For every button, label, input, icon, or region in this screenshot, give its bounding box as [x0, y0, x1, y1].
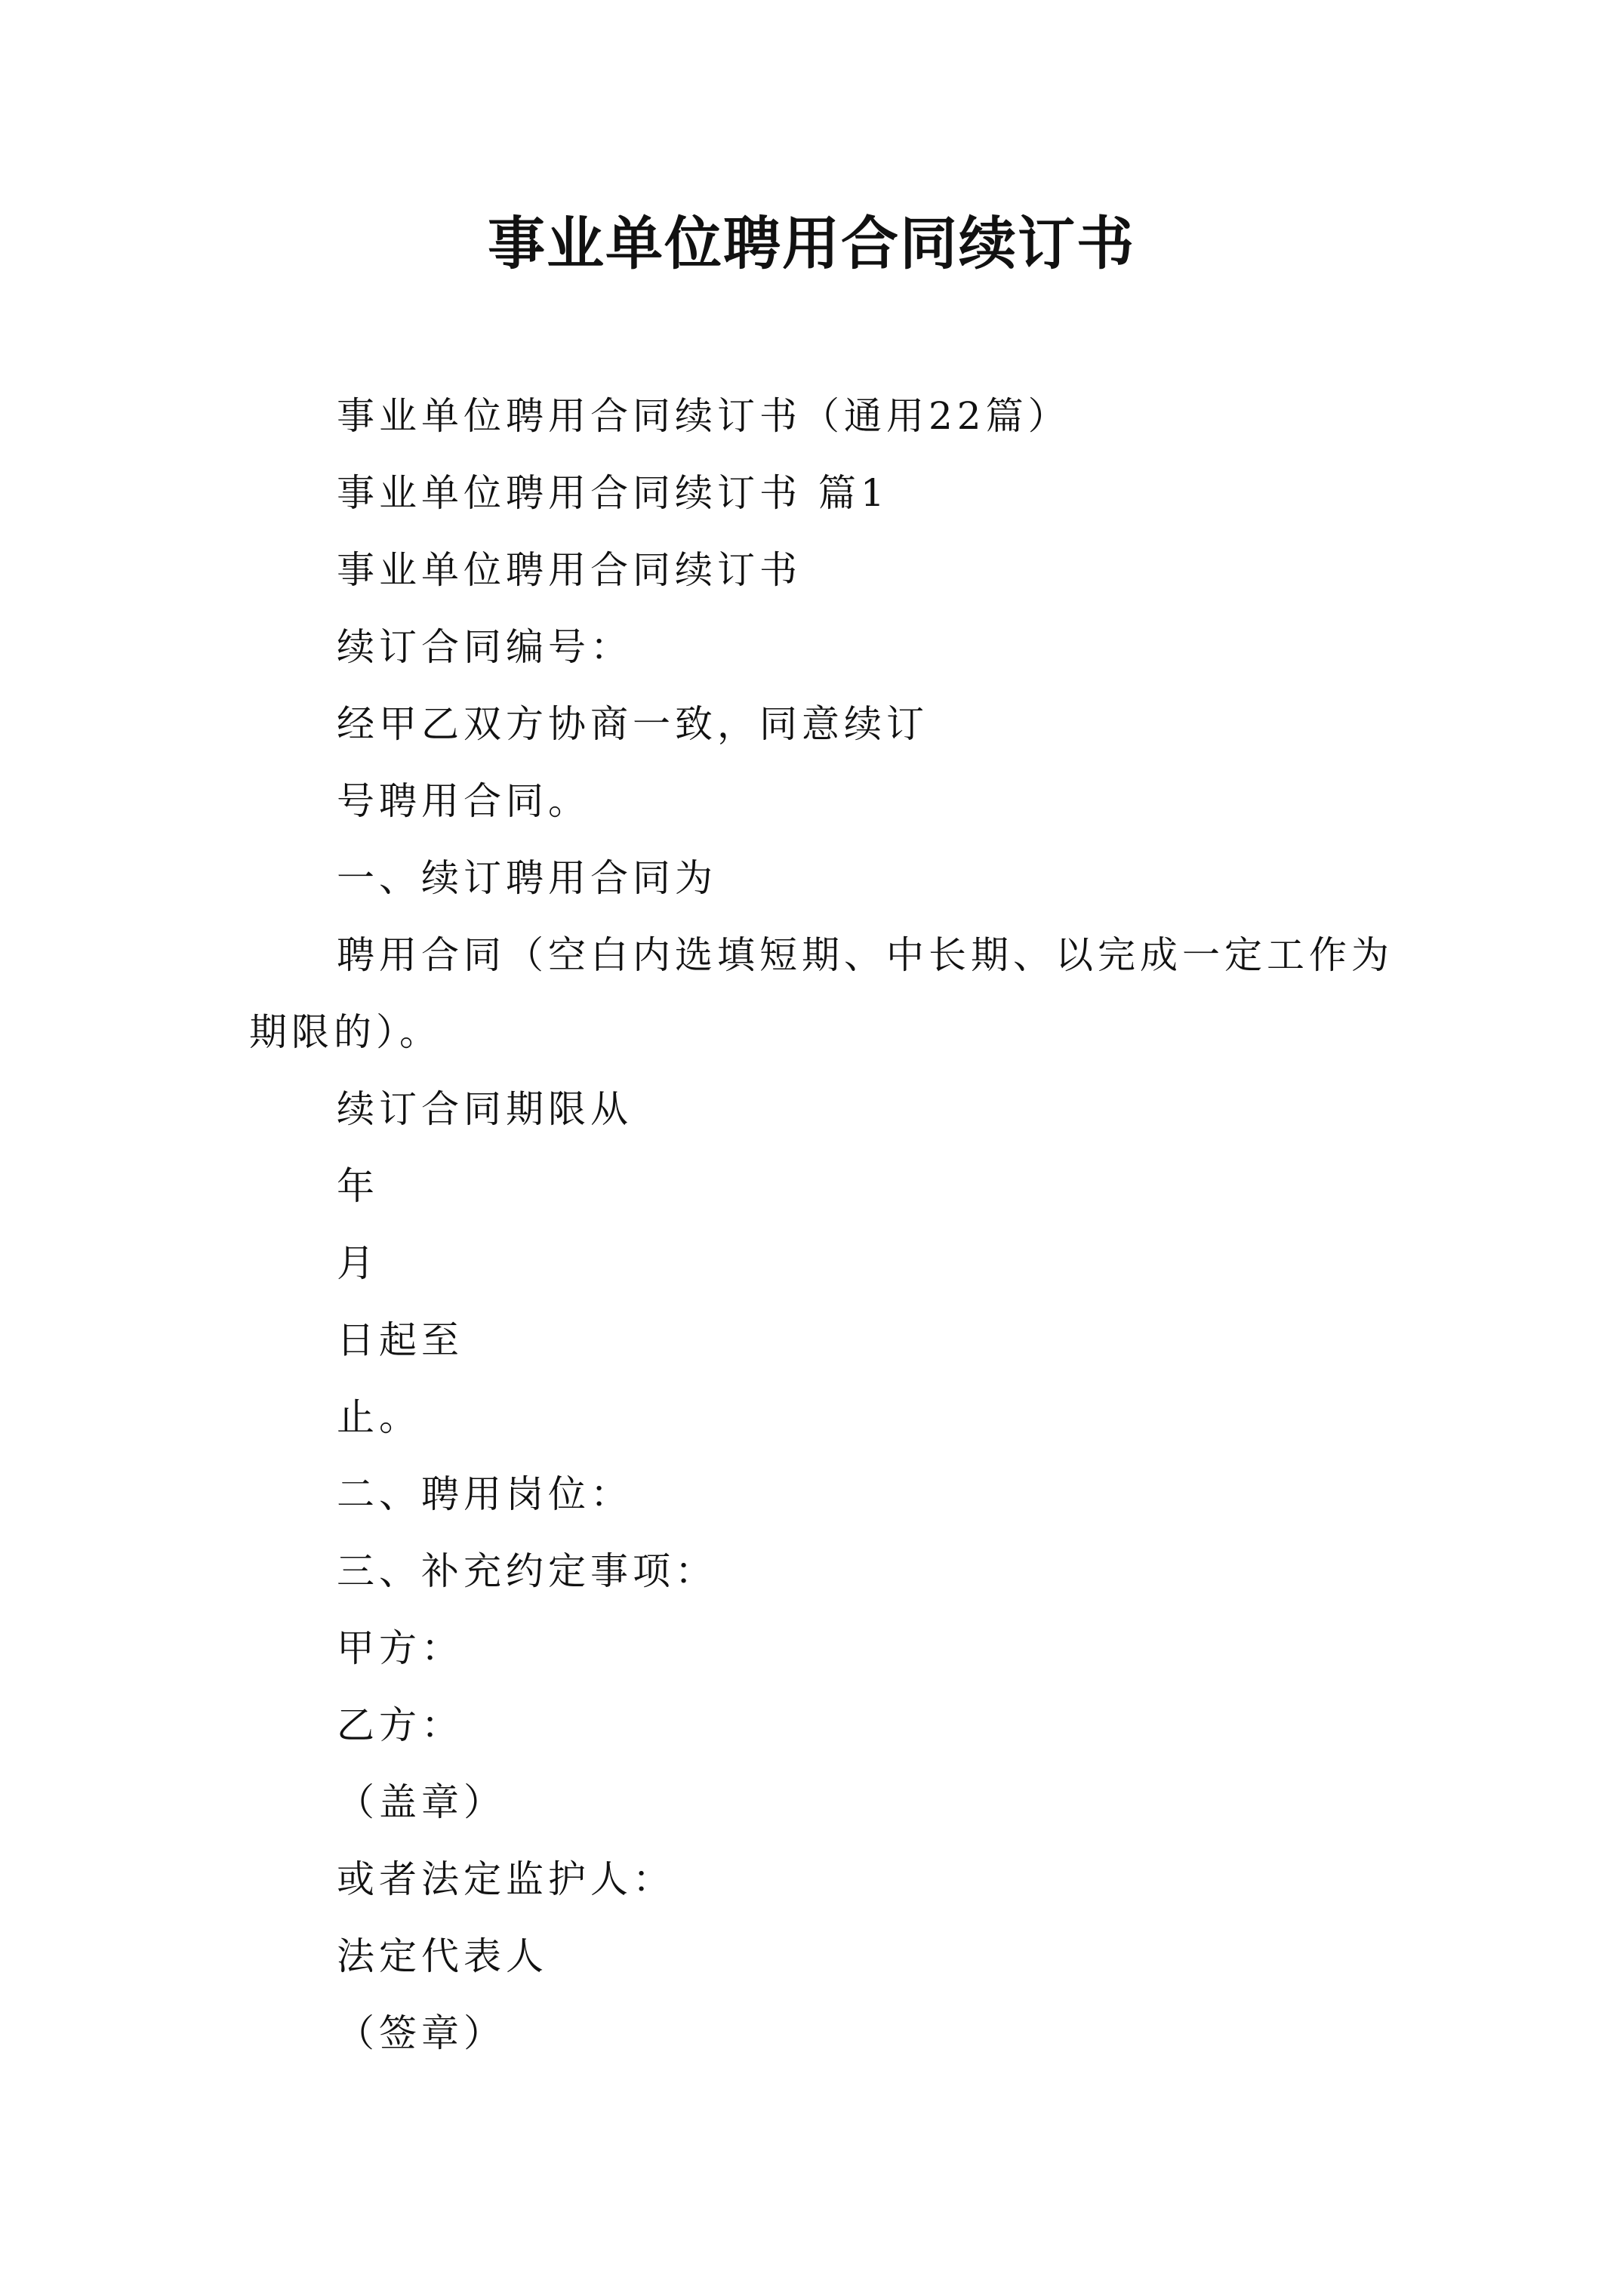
paragraph-chapter-heading: 事业单位聘用合同续订书 篇1: [337, 471, 889, 515]
paragraph-legal-rep: 法定代表人: [337, 1934, 548, 1978]
paragraph-contract-number: 续订合同编号：: [337, 625, 633, 669]
paragraph-party-a: 甲方：: [337, 1626, 463, 1670]
paragraph-month: 月: [337, 1241, 379, 1285]
paragraph-year: 年: [337, 1164, 379, 1208]
paragraph-party-b: 乙方：: [337, 1703, 463, 1747]
paragraph-guardian: 或者法定监护人：: [337, 1857, 675, 1901]
paragraph-agreement: 经甲乙双方协商一致，同意续订: [337, 702, 929, 746]
paragraph-term-from: 续订合同期限从: [337, 1087, 633, 1131]
paragraph-clause-1: 一、续订聘用合同为: [337, 856, 717, 900]
paragraph-signature: （签章）: [337, 2011, 506, 2055]
paragraph-end: 止。: [337, 1395, 421, 1439]
paragraph-contract-name: 事业单位聘用合同续订书: [337, 548, 802, 592]
paragraph-subtitle: 事业单位聘用合同续订书（通用22篇）: [337, 394, 1070, 438]
document-body: [249, 378, 1397, 2072]
paragraph-seal: （盖章）: [337, 1780, 506, 1824]
paragraph-contract-ref: 号聘用合同。: [337, 779, 590, 823]
paragraph-clause-3: 三、补充约定事项：: [337, 1549, 717, 1593]
paragraph-clause-2: 二、聘用岗位：: [337, 1472, 633, 1516]
document-title: 事业单位聘用合同续订书: [488, 210, 1135, 277]
paragraph-contract-type: 聘用合同（空白内选填短期、中长期、以完成一定工作为期限的）。: [249, 933, 1394, 1054]
paragraph-day-until: 日起至: [337, 1318, 463, 1362]
